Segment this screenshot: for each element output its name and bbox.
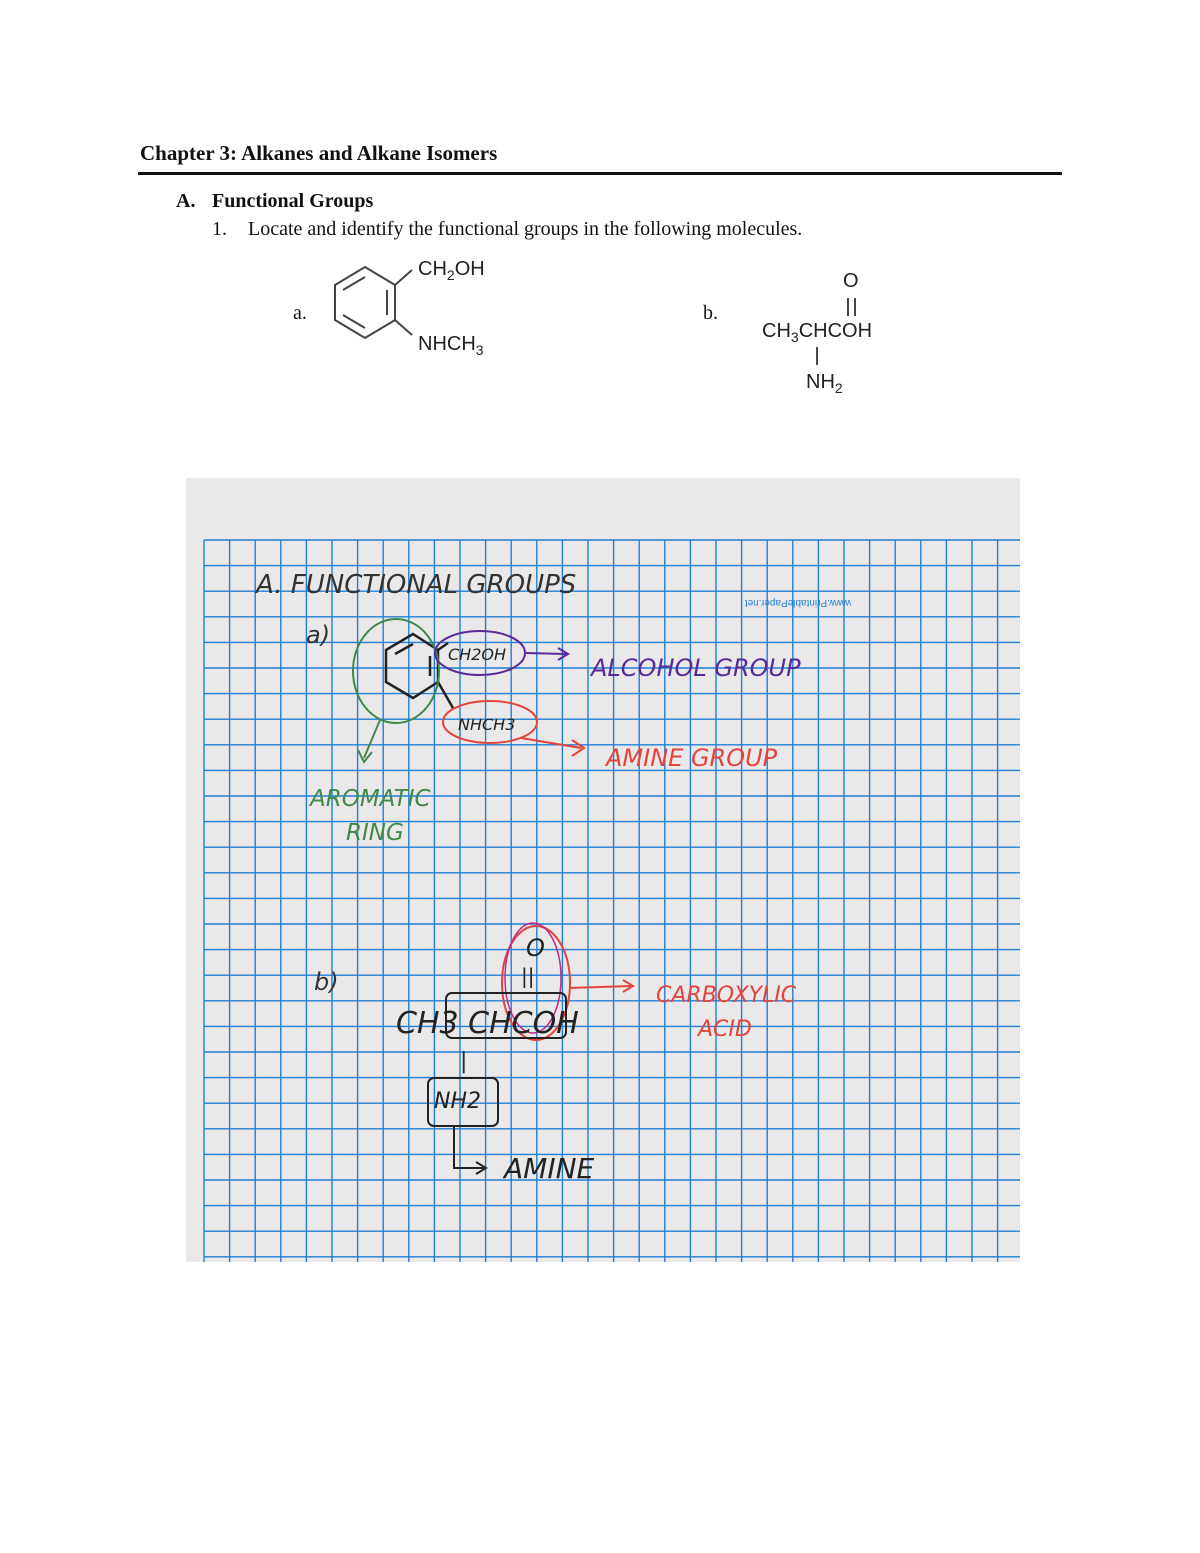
- molecule-a-label: a.: [293, 302, 307, 324]
- molecule-a-nhch3: $NHCH_3$: [418, 333, 484, 358]
- title-divider: [138, 172, 1062, 175]
- alcohol-arrow: [526, 653, 566, 654]
- molecule-a-ch2oh: $CH_2OH$: [418, 258, 485, 283]
- molecule-b-label: b.: [703, 302, 718, 324]
- part-a-label: a): [306, 621, 331, 649]
- hand-double-bond: ||: [521, 964, 535, 988]
- hand-formula-b: CH3 CHCOH: [396, 1006, 579, 1041]
- ring-label: RING: [346, 820, 404, 846]
- acid-label: ACID: [698, 1017, 752, 1042]
- section-letter: A.: [176, 190, 196, 212]
- carboxylic-label: CARBOXYLIC: [656, 983, 797, 1008]
- section-heading: [176, 190, 373, 213]
- hand-oxygen: O: [526, 934, 545, 962]
- handwritten-heading: A. FUNCTIONAL GROUPS: [256, 570, 577, 600]
- molecule-b-amine: $NH_2$: [806, 371, 843, 396]
- single-bond: [812, 345, 822, 367]
- alcohol-group-label: ALCOHOL GROUP: [591, 654, 801, 682]
- benzene-ring-structure: [320, 255, 430, 355]
- section-title: Functional Groups: [212, 190, 374, 212]
- chapter-title: Chapter 3: Alkanes and Alkane Isomers: [140, 141, 498, 165]
- hand-nhch3: NHCH3: [458, 715, 516, 734]
- amine-group-label: AMINE GROUP: [606, 744, 778, 772]
- double-bond: [844, 296, 860, 320]
- part-b-label: b): [314, 968, 339, 996]
- question-number: 1.: [212, 218, 227, 240]
- question: [212, 218, 802, 241]
- molecule-b-oxygen: O: [843, 270, 859, 292]
- question-text: Locate and identify the functional groups in the following molecules.: [248, 218, 803, 240]
- handwritten-solution-photo: [186, 478, 1020, 1262]
- hand-bond: |: [460, 1049, 468, 1074]
- hand-ch2oh: CH2OH: [448, 645, 507, 664]
- hand-nh2: NH2: [434, 1089, 481, 1114]
- watermark: www.PrintablePaper.net: [744, 597, 851, 608]
- molecule-b-formula: $CH_3CHCOH$: [762, 320, 873, 345]
- aromatic-label: AROMATIC: [310, 786, 431, 812]
- amine-b-label: AMINE: [504, 1152, 595, 1185]
- grid-paper: [186, 478, 1020, 1262]
